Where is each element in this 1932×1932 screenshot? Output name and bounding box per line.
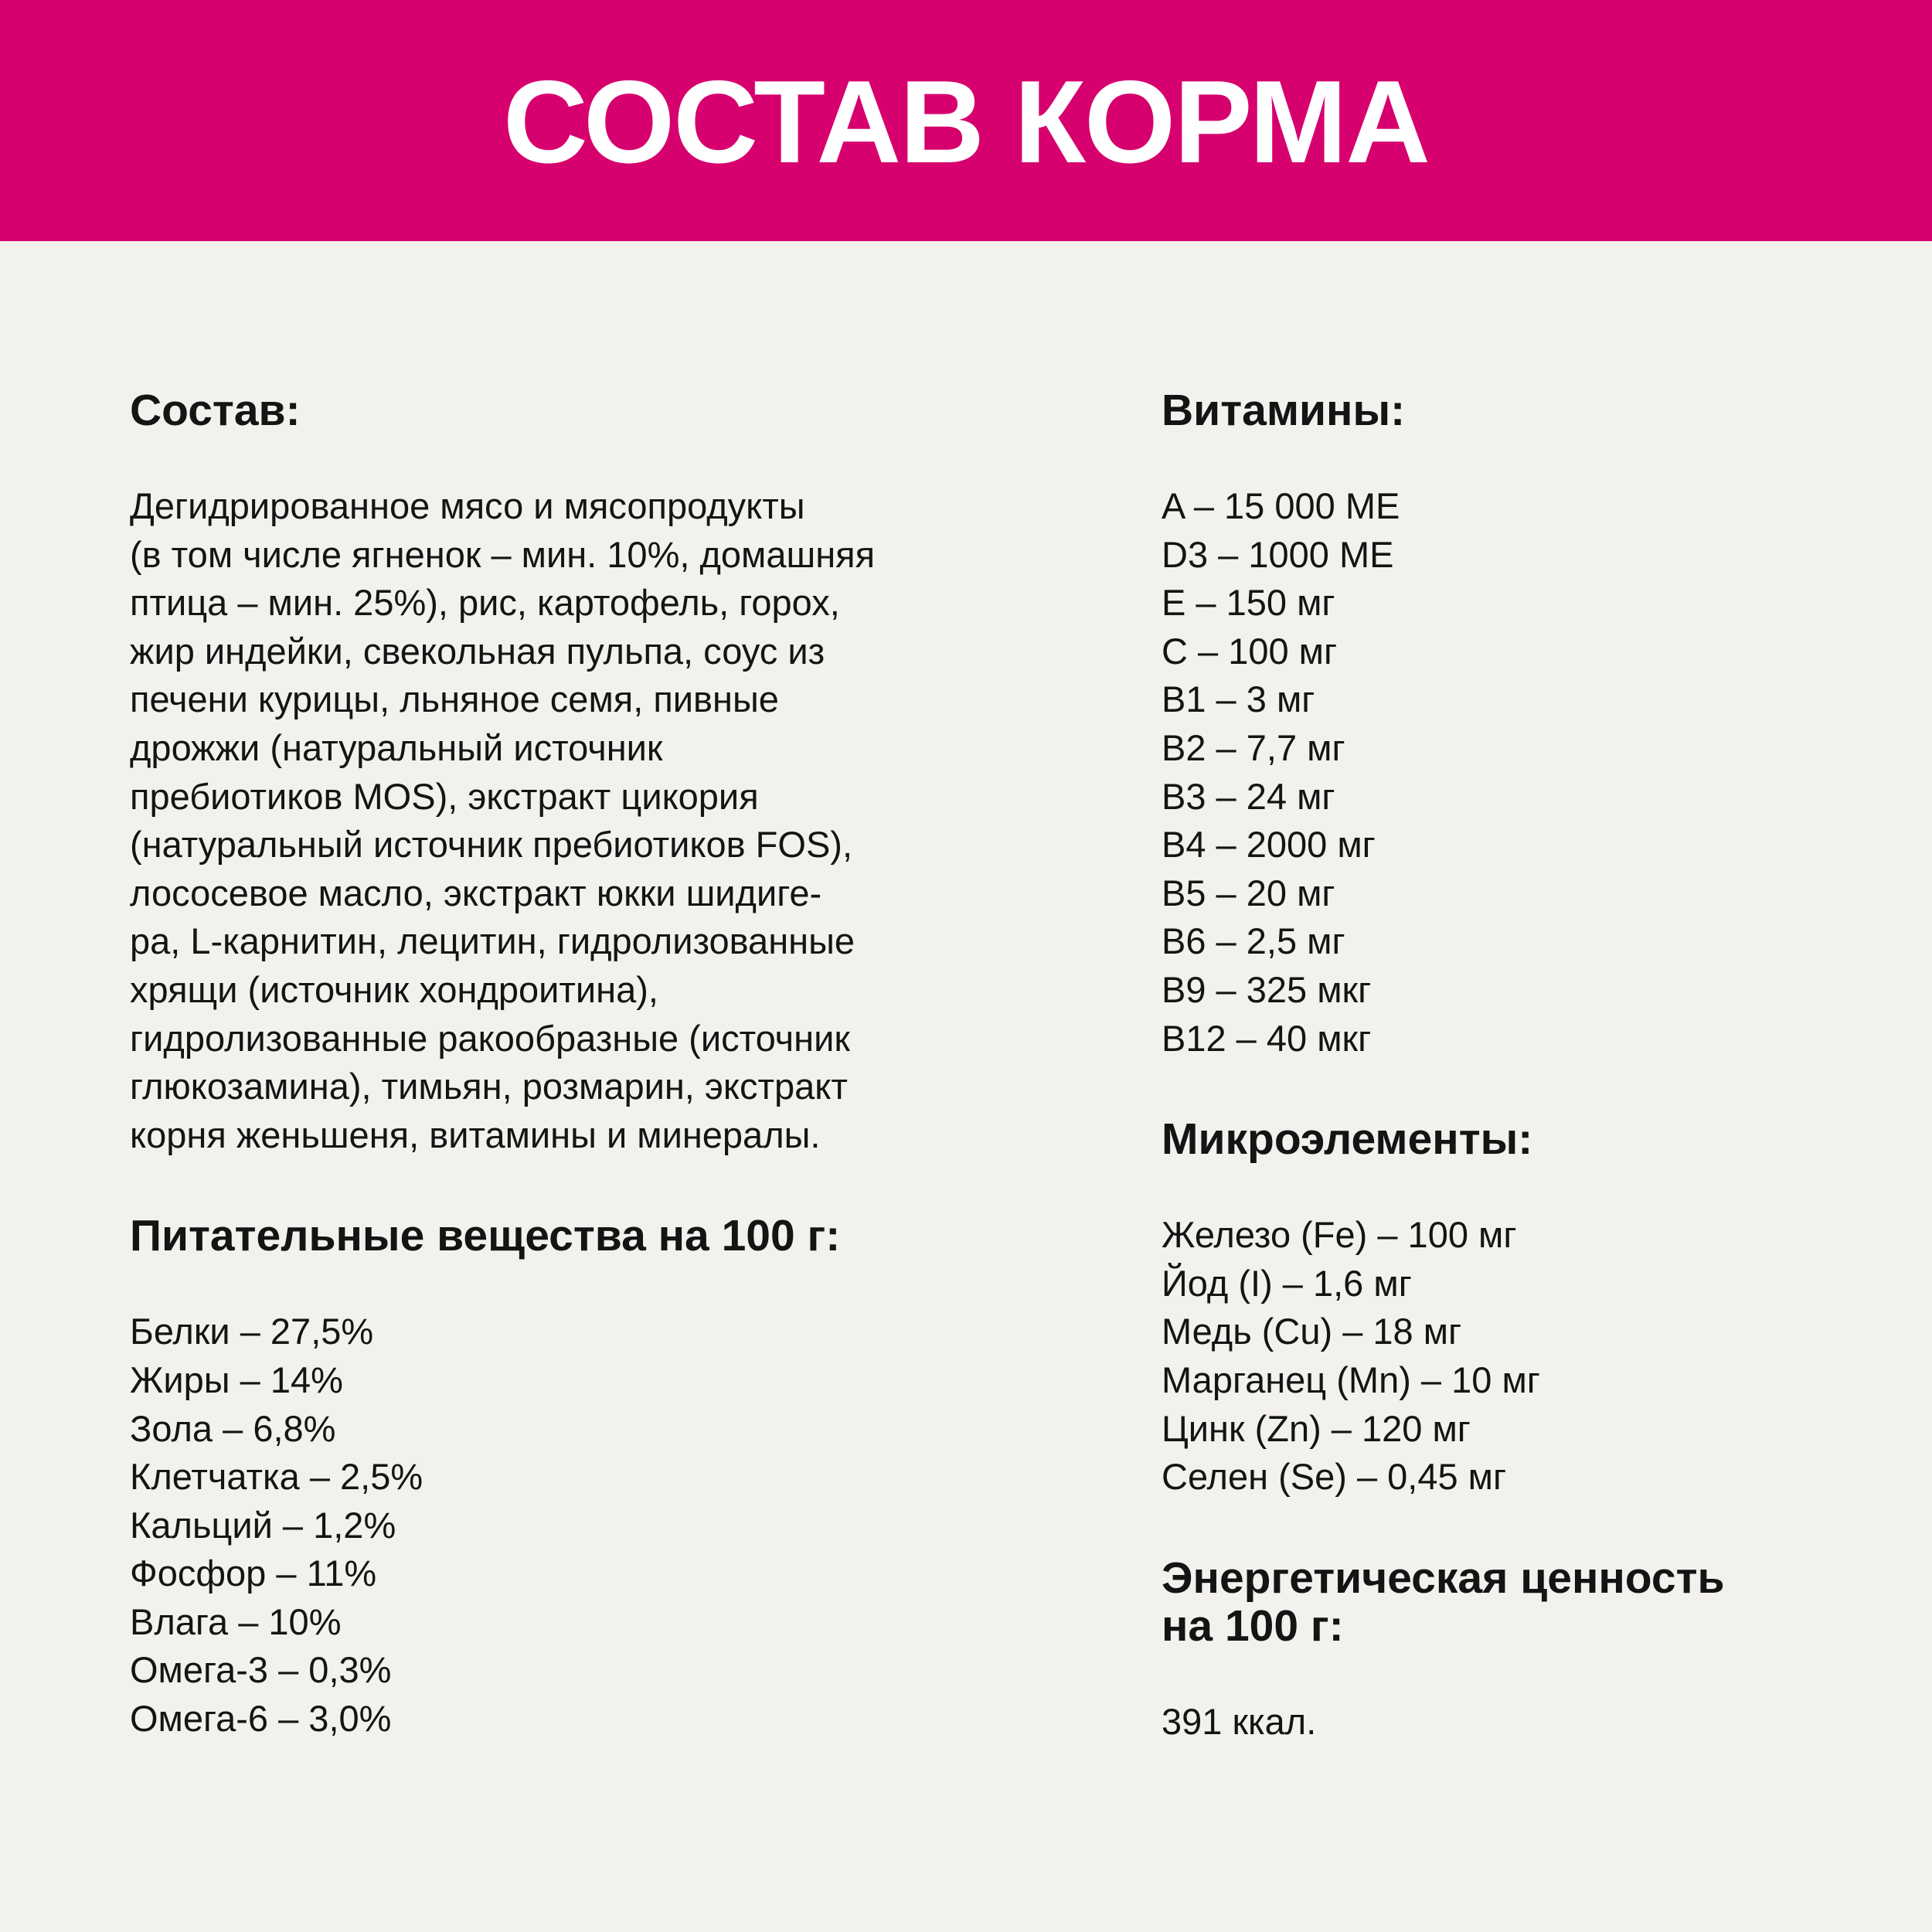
list-item: B1 – 3 мг (1162, 679, 1315, 720)
list-item: Омега-6 – 3,0% (130, 1698, 392, 1740)
list-item: Омега-3 – 0,3% (130, 1649, 392, 1691)
list-item: B4 – 2000 мг (1162, 824, 1376, 866)
list-item: Цинк (Zn) – 120 мг (1162, 1407, 1471, 1449)
list-item: B6 – 2,5 мг (1162, 920, 1345, 962)
vitamins-heading: Витамины: (1162, 386, 1406, 435)
composition-heading: Состав: (130, 386, 301, 435)
microelements-section (1162, 1115, 1857, 1502)
list-item: Белки – 27,5% (130, 1311, 374, 1352)
energy-heading (1162, 1554, 1857, 1650)
vitamins-list (1162, 482, 1857, 1063)
list-item: B9 – 325 мкг (1162, 968, 1372, 1010)
list-item: Жиры – 14% (130, 1359, 343, 1400)
left-column (130, 386, 1042, 1743)
list-item: B5 – 20 мг (1162, 872, 1335, 913)
header-banner (0, 0, 1932, 241)
list-item: Влага – 10% (130, 1600, 342, 1642)
page-title: СОСТАВ КОРМА (502, 56, 1429, 188)
energy-section (1162, 1554, 1857, 1747)
list-item: Фосфор – 11% (130, 1553, 377, 1594)
composition-text: Дегидрированное мясо и мясопродукты (в том числе ягненок – мин. 10%, домашняя птица – мин. 25%), рис, картофель, горох, жир индейки, свекольная пульпа, соус из печени курицы, льняное семя, пивные дрожжи (натуральный источник пребиотиков MOS), экстракт цикория (натуральный источник пребиотиков FOS), лососевое масло, экстракт юкки шидиге- ра, L-карнитин, лецитин, гидролизованные хрящи (источник хондроитина), гидролизованные ракообразные (источник глюкозамина), тимьян, розмарин, экстракт корня женьшеня, витамины и минералы. (130, 485, 876, 1155)
list-item: Зола – 6,8% (130, 1407, 336, 1449)
microelements-list (1162, 1211, 1857, 1502)
list-item: D3 – 1000 МЕ (1162, 533, 1394, 575)
composition-section (130, 386, 1042, 1159)
list-item: A – 15 000 МЕ (1162, 485, 1400, 526)
list-item: Йод (I) – 1,6 мг (1162, 1262, 1412, 1304)
list-item: Клетчатка – 2,5% (130, 1456, 423, 1498)
microelements-heading: Микроэлементы: (1162, 1114, 1533, 1165)
energy-heading-line1: Энергетическая ценность (1162, 1553, 1725, 1603)
nutrients-list (130, 1308, 1042, 1743)
vitamins-section (1162, 386, 1857, 1063)
list-item: B12 – 40 мкг (1162, 1017, 1372, 1059)
nutrients-section (130, 1212, 1042, 1743)
list-item: Марганец (Mn) – 10 мг (1162, 1359, 1540, 1400)
energy-value: 391 ккал. (1162, 1700, 1317, 1742)
nutrients-heading: Питательные вещества на 100 г: (130, 1211, 841, 1261)
list-item: Кальций – 1,2% (130, 1504, 396, 1546)
list-item: E – 150 мг (1162, 582, 1335, 624)
list-item: Железо (Fe) – 100 мг (1162, 1214, 1517, 1256)
list-item: Медь (Cu) – 18 мг (1162, 1311, 1462, 1352)
list-item: B2 – 7,7 мг (1162, 726, 1345, 768)
energy-heading-line2: на 100 г: (1162, 1600, 1344, 1651)
right-column (1162, 386, 1857, 1746)
list-item: Селен (Se) – 0,45 мг (1162, 1456, 1507, 1498)
list-item: C – 100 мг (1162, 630, 1338, 672)
list-item: B3 – 24 мг (1162, 775, 1335, 817)
